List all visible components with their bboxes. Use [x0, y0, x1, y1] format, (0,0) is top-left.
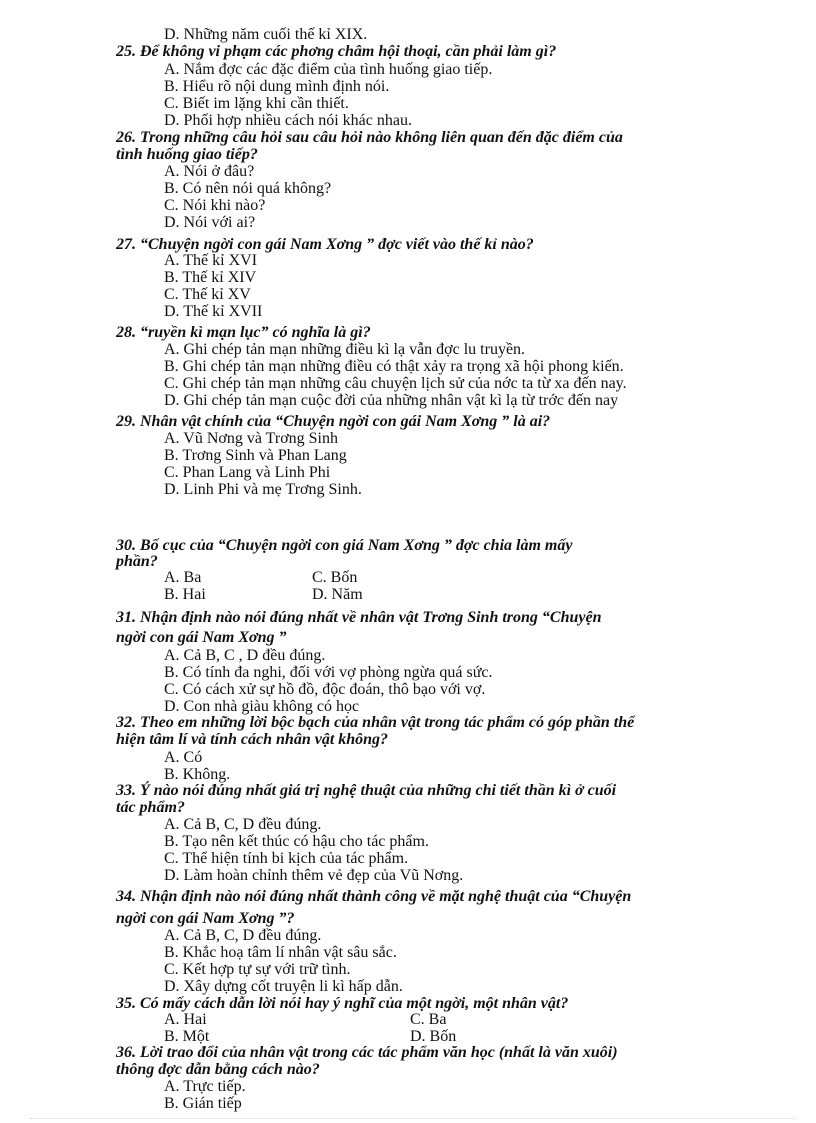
q27-option-b: B. Thế kỉ XIV — [164, 269, 257, 286]
q34-question-line2: ngời con gái Nam Xơng ”? — [116, 910, 295, 927]
q25-option-d: D. Phối hợp nhiều cách nói khác nhau. — [164, 112, 412, 129]
q33-question-line2: tác phẩm? — [116, 799, 185, 816]
q32-option-a: A. Có — [164, 749, 203, 766]
q34-option-b: B. Khắc hoạ tâm lí nhân vật sâu sắc. — [164, 944, 397, 961]
q29-option-d: D. Linh Phi và mẹ Trơng Sinh. — [164, 481, 362, 498]
q35-option-b: B. Một — [164, 1028, 210, 1045]
q28-option-c: C. Ghi chép tản mạn những câu chuyện lịch sử của nớc ta từ xa đến nay. — [164, 375, 627, 392]
q26-question-line2: tình huống giao tiếp? — [116, 146, 258, 163]
q25-option-b: B. Hiểu rõ nội dung mình định nói. — [164, 78, 390, 95]
q32-question-line1: 32. Theo em những lời bộc bạch của nhân vật trong tác phẩm có góp phần thể — [116, 714, 635, 731]
q30-question-line2: phần? — [116, 553, 158, 570]
q29-question: 29. Nhân vật chính của “Chuyện ngời con gái Nam Xơng ” là ai? — [116, 413, 551, 430]
q35-option-c: C. Ba — [410, 1011, 447, 1028]
q29-option-b: B. Trơng Sinh và Phan Lang — [164, 447, 347, 464]
q24-option-d: D. Những năm cuối thế kỉ XIX. — [164, 26, 368, 43]
page-bottom-divider — [30, 1118, 796, 1119]
q31-question-line2: ngời con gái Nam Xơng ” — [116, 629, 287, 646]
q28-question: 28. “ruyền kì mạn lục” có nghĩa là gì? — [116, 324, 371, 341]
q31-option-b: B. Có tính đa nghi, đối với vợ phòng ngừa quá sức. — [164, 664, 493, 681]
q30-option-d: D. Năm — [312, 586, 363, 603]
q26-option-a: A. Nói ở đâu? — [164, 163, 255, 180]
q34-option-d: D. Xây dựng cốt truyện li kì hấp dẫn. — [164, 978, 403, 995]
q35-question: 35. Có mấy cách dẫn lời nói hay ý nghĩ của một ngời, một nhân vật? — [116, 995, 569, 1012]
q35-option-d: D. Bốn — [410, 1028, 457, 1045]
q31-question-line1: 31. Nhận định nào nói đúng nhất về nhân vật Trơng Sinh trong “Chuyện — [116, 609, 602, 626]
q25-question: 25. Để không vi phạm các phơng châm hội thoại, cần phải làm gì? — [116, 43, 557, 60]
q26-option-b: B. Có nên nói quá không? — [164, 180, 332, 197]
q29-option-a: A. Vũ Nơng và Trơng Sinh — [164, 430, 338, 447]
q36-option-b: B. Gián tiếp — [164, 1095, 242, 1112]
q34-option-a: A. Cả B, C, D đều đúng. — [164, 927, 322, 944]
q33-question-line1: 33. Ý nào nói đúng nhất giá trị nghệ thuật của những chi tiết thần kì ở cuối — [116, 782, 617, 799]
q32-question-line2: hiện tâm lí và tính cách nhân vật không? — [116, 731, 389, 748]
q33-option-c: C. Thể hiện tính bi kịch của tác phẩm. — [164, 850, 409, 867]
q33-option-b: B. Tạo nên kết thúc có hậu cho tác phẩm. — [164, 833, 429, 850]
q35-option-a: A. Hai — [164, 1011, 207, 1028]
q33-option-a: A. Cả B, C, D đều đúng. — [164, 816, 322, 833]
q36-question-line1: 36. Lời trao đổi của nhân vật trong các tác phẩm văn học (nhất là văn xuôi) — [116, 1044, 618, 1061]
q26-question-line1: 26. Trong những câu hỏi sau câu hỏi nào không liên quan đến đặc điểm của — [116, 129, 623, 146]
q31-option-c: C. Có cách xử sự hồ đồ, độc đoán, thô bạo với vợ. — [164, 681, 486, 698]
q27-option-c: C. Thế kỉ XV — [164, 286, 251, 303]
q36-option-a: A. Trực tiếp. — [164, 1078, 246, 1095]
q31-option-a: A. Cả B, C , D đều đúng. — [164, 647, 326, 664]
q34-question-line1: 34. Nhận định nào nói đúng nhất thành công về mặt nghệ thuật của “Chuyện — [116, 888, 632, 905]
q29-option-c: C. Phan Lang và Linh Phi — [164, 464, 331, 481]
q25-option-a: A. Nắm đợc các đặc điểm của tình huống giao tiếp. — [164, 61, 493, 78]
q30-option-a: A. Ba — [164, 569, 202, 586]
q28-option-b: B. Ghi chép tản mạn những điều có thật xảy ra trọng xã hội phong kiến. — [164, 358, 624, 375]
q28-option-a: A. Ghi chép tản mạn những điều kì lạ vẫn đợc lu truyền. — [164, 341, 526, 358]
q27-question: 27. “Chuyện ngời con gái Nam Xơng ” đợc viết vào thế kỉ nào? — [116, 236, 534, 253]
q31-option-d: D. Con nhà giàu không có học — [164, 698, 360, 715]
q30-option-c: C. Bốn — [312, 569, 358, 586]
q25-option-c: C. Biết im lặng khi cần thiết. — [164, 95, 349, 112]
q34-option-c: C. Kết hợp tự sự với trữ tình. — [164, 961, 351, 978]
q27-option-a: A. Thế kỉ XVI — [164, 252, 258, 269]
q27-option-d: D. Thế kỉ XVII — [164, 303, 263, 320]
q30-question-line1: 30. Bố cục của “Chuyện ngời con giá Nam Xơng ” đợc chia làm mấy — [116, 537, 573, 554]
q26-option-c: C. Nói khi nào? — [164, 197, 266, 214]
q30-option-b: B. Hai — [164, 586, 206, 603]
q28-option-d: D. Ghi chép tản mạn cuộc đời của những nhân vật kì lạ từ trớc đến nay — [164, 392, 619, 409]
q36-question-line2: thông đợc dẫn bằng cách nào? — [116, 1061, 320, 1078]
q32-option-b: B. Không. — [164, 766, 231, 783]
q33-option-d: D. Làm hoàn chỉnh thêm vẻ đẹp của Vũ Nơng. — [164, 867, 464, 884]
q26-option-d: D. Nói với ai? — [164, 214, 256, 231]
